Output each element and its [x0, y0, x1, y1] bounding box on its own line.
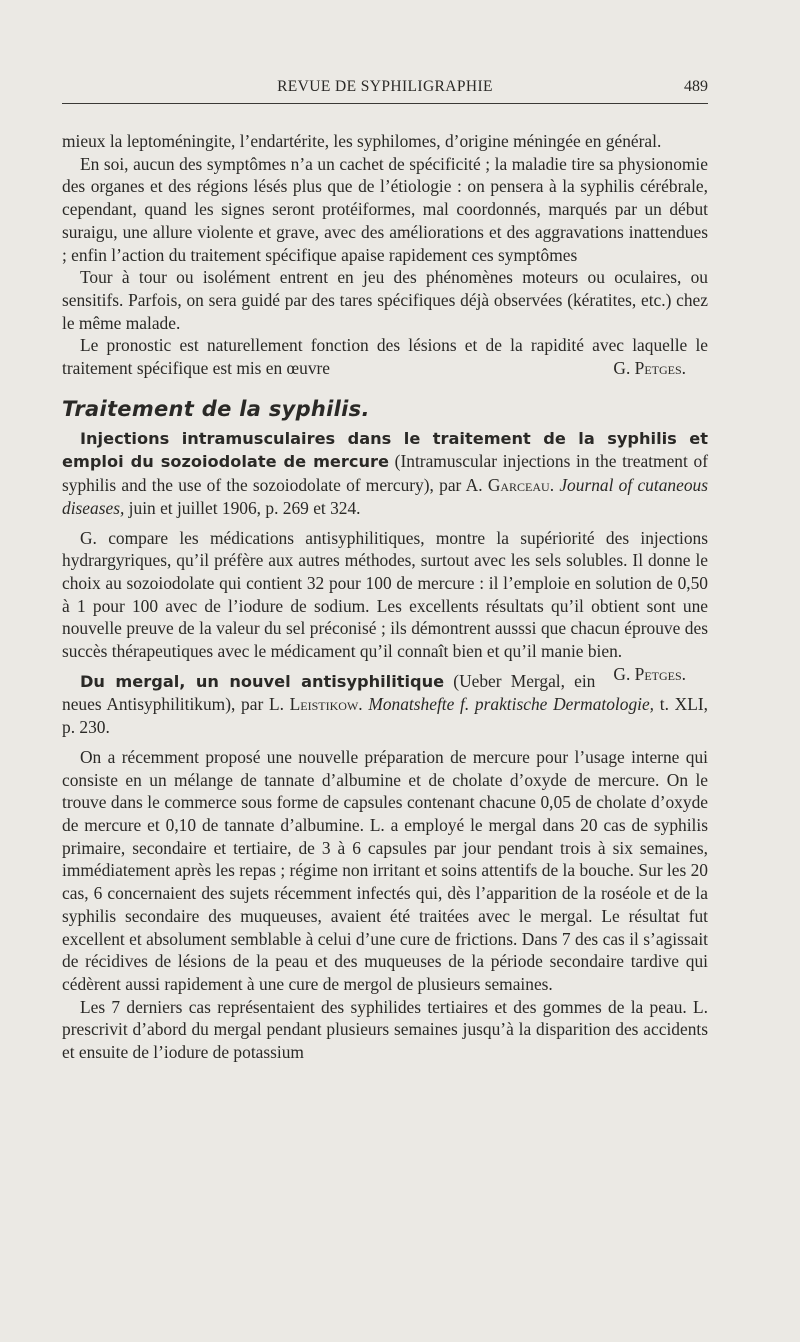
article-1-author: Garceau.: [487, 475, 555, 496]
running-head: REVUE DE SYPHILIGRAPHIE: [277, 78, 493, 95]
article-2-journal: Monatshefte f. praktische Dermatologie,: [368, 694, 655, 715]
intro-paragraph-1: mieux la leptoméningite, l’endartérite, les syphilomes, d’origine méningée en général.: [62, 131, 662, 151]
article-2-subtitle: (Ueber Mergal, ein neues Antisyphilitikum), par L.: [62, 670, 596, 715]
intro-paragraph-4-text: Le pronostic est naturellement fonction des lésions et de la rapidité avec laquelle le traitement spécifique est mis en œuvre: [62, 335, 708, 379]
section-heading: Traitement de la syphilis.: [62, 396, 370, 421]
article-1-journal: Journal of cutaneous diseases,: [62, 475, 708, 518]
page-header: [62, 78, 708, 100]
article-1-reference: [62, 427, 708, 520]
article-2-title: Du mergal, un nouvel antisyphilitique: [80, 671, 445, 691]
article-2-ref: t. XLI, p. 230.: [62, 694, 708, 738]
article-2-paragraph-2: Les 7 derniers cas représentaient des syphilides tertiaires et des gommes de la peau. L. prescrivit d’abord du mergal pendant plusieurs semaines jusqu’à la disparition des accidents et ensuite de l’iodure de potassium: [62, 996, 708, 1063]
article-1-ref: juin et juillet 1906, p. 269 et 324.: [128, 497, 361, 518]
body-text: [62, 130, 708, 1064]
article-1-text: G. compare les médications antisyphilitiques, montre la supériorité des injections hydrargyriques, qu’il préfère aux autres méthodes, surtout avec les sels solubles. Il donne le choix au sozoiodolate qui contient 32 pour 100 de mercure : il l’emploie en solution de 0,50 à 1 pour 100 avec de l’iodure de sodium. Les excellents résultats qu’il obtient sont une nouvelle preuve de la valeur du sel préconisé ; ils démontrent ausssi que chacun éprouve des succès thérapeutiques avec le médicament qu’il connaît bien et qu’il manie bien.: [62, 527, 708, 662]
intro-paragraph-2: En soi, aucun des symptômes n’a un cachet de spécificité ; la maladie tire sa physionomie des organes et des régions lésés plus que de l’étiologie : on pensera à la syphilis cérébrale, cependant, quand les signes seront protéiformes, mal coordonnés, marqués par un début suraigu, une allure violente et grave, avec des améliorations et des aggravations inattendues ; enfin l’action du traitement spécifique apaise rapidement ces symptômes: [62, 153, 708, 265]
signature: G. Petges.: [613, 663, 686, 684]
intro-paragraph-4: [62, 334, 708, 379]
article-1-subtitle: (Intramuscular injections in the treatment of syphilis and the use of the sozoiodolate of mercury), par A.: [62, 451, 708, 496]
signature: G. Petges.: [613, 358, 686, 379]
article-2-paragraph-1: On a récemment proposé une nouvelle préparation de mercure pour l’usage interne qui consiste en un mélange de tannate d’albumine et de cholate d’oxyde de mercure. On le trouve dans le commerce sous forme de capsules contenant chacune 0,05 de cholate d’oxyde de mercure et 0,10 de tannate d’albumine. L. a employé le mergal dans 20 cas de syphilis primaire, secondaire et tertiaire, de 3 à 6 capsules par jour pendant trois à six semaines, immédiatement après les repas ; régime non irritant et soins attentifs de la bouche. Sur les 20 cas, 6 concernaient des sujets récemment infectés qui, dès l’apparition de la roséole et de la syphilis secondaire des muqueuses, avaient été traitées avec le mergal. Le résultat fut excellent et absolument semblable à celui d’une cure de frictions. Dans 7 des cas il s’agissait de récidives de lésions de la peau et des muqueuses de la période secondaire tardive qui cédèrent aussi rapidement à une cure de mergol de plusieurs semaines.: [62, 746, 708, 994]
article-2-author: Leistikow.: [289, 694, 363, 715]
page-number: 489: [684, 78, 708, 95]
article-1-title: Injections intramusculaires dans le traitement de la syphilis et emploi du sozoiodolate de mercure: [62, 428, 708, 472]
header-rule: [62, 103, 708, 104]
intro-paragraph-3: Tour à tour ou isolément entrent en jeu des phénomènes moteurs ou oculaires, ou sensitifs. Parfois, on sera guidé par des tares spécifiques déjà observées (kératites, etc.) chez le même malade.: [62, 267, 708, 333]
